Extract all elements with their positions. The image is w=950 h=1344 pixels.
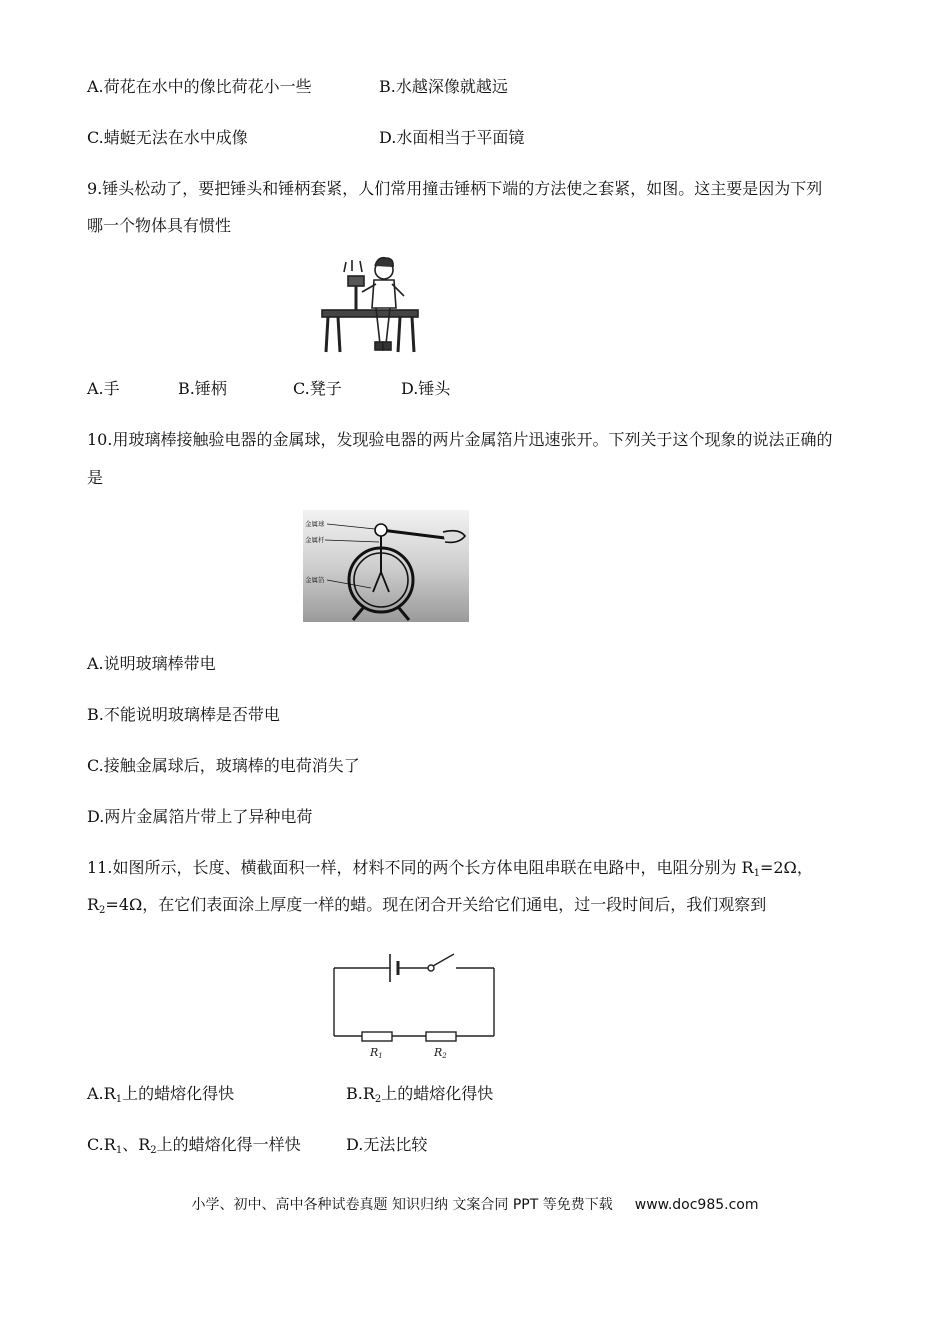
q10-label-rod: 金属杆 [305,536,325,544]
q10-option-a: A.说明玻璃棒带电 [87,654,216,673]
q10-option-c: C.接触金属球后，玻璃棒的电荷消失了 [87,756,360,775]
q9-hammer-figure [320,252,420,356]
q11-stem-line1: 11.如图所示，长度、横截面积一样，材料不同的两个长方体电阻串联在电路中，电阻分别为 $R_1=2\Omega$， [87,858,813,879]
q8-option-d: D.水面相当于平面镜 [379,128,525,147]
q11-option-a: $A.R_1$上的蜡熔化得快 [87,1084,235,1105]
q9-option-b: B.锤柄 [178,379,227,398]
q9-stem-line1: 9.锤头松动了，要把锤头和锤柄套紧，人们常用撞击锤柄下端的方法使之套紧，如图。这主要是因为下列 [87,179,823,198]
q9-option-d: D.锤头 [401,379,451,398]
q11-circuit-figure [332,950,498,1062]
q11-option-c: $C.R_1$、$R_2$上的蜡熔化得一样快 [87,1135,301,1156]
q11-option-b: $B.R_2$上的蜡熔化得快 [346,1084,494,1105]
q10-stem-line2: 是 [87,468,104,487]
q8-option-b: B.水越深像就越远 [379,77,508,96]
q9-stem-line2: 哪一个物体具有惯性 [87,216,232,235]
footer-text: 小学、初中、高中各种试卷真题 知识归纳 文案合同 PPT 等免费下载 [191,1197,613,1213]
q8-option-c: C.蜻蜓无法在水中成像 [87,128,248,147]
q10-label-ball: 金属球 [305,520,325,528]
q10-label-foil: 金属箔 [305,576,325,584]
q10-option-b: B.不能说明玻璃棒是否带电 [87,705,280,724]
q10-stem-line1: 10.用玻璃棒接触验电器的金属球，发现验电器的两片金属箔片迅速张开。下列关于这个现象的说法正确的 [87,430,833,449]
q11-label-r2: R2 [434,1046,447,1060]
q11-option-d: D.无法比较 [346,1135,428,1154]
q11-stem-line2: $R_2=4\Omega$，在它们表面涂上厚度一样的蜡。现在闭合开关给它们通电，过一段时间后，我们观察到 [87,895,767,916]
footer-url-link[interactable]: www.doc985.com [634,1197,759,1213]
page-footer [0,1194,950,1214]
q8-option-a: A.荷花在水中的像比荷花小一些 [87,77,312,96]
q9-option-c: C.凳子 [293,379,342,398]
q10-option-d: D.两片金属箔片带上了异种电荷 [87,807,313,826]
q9-option-a: A.手 [87,379,120,398]
q10-electroscope-figure [303,510,469,622]
q11-label-r1: R1 [370,1046,383,1060]
